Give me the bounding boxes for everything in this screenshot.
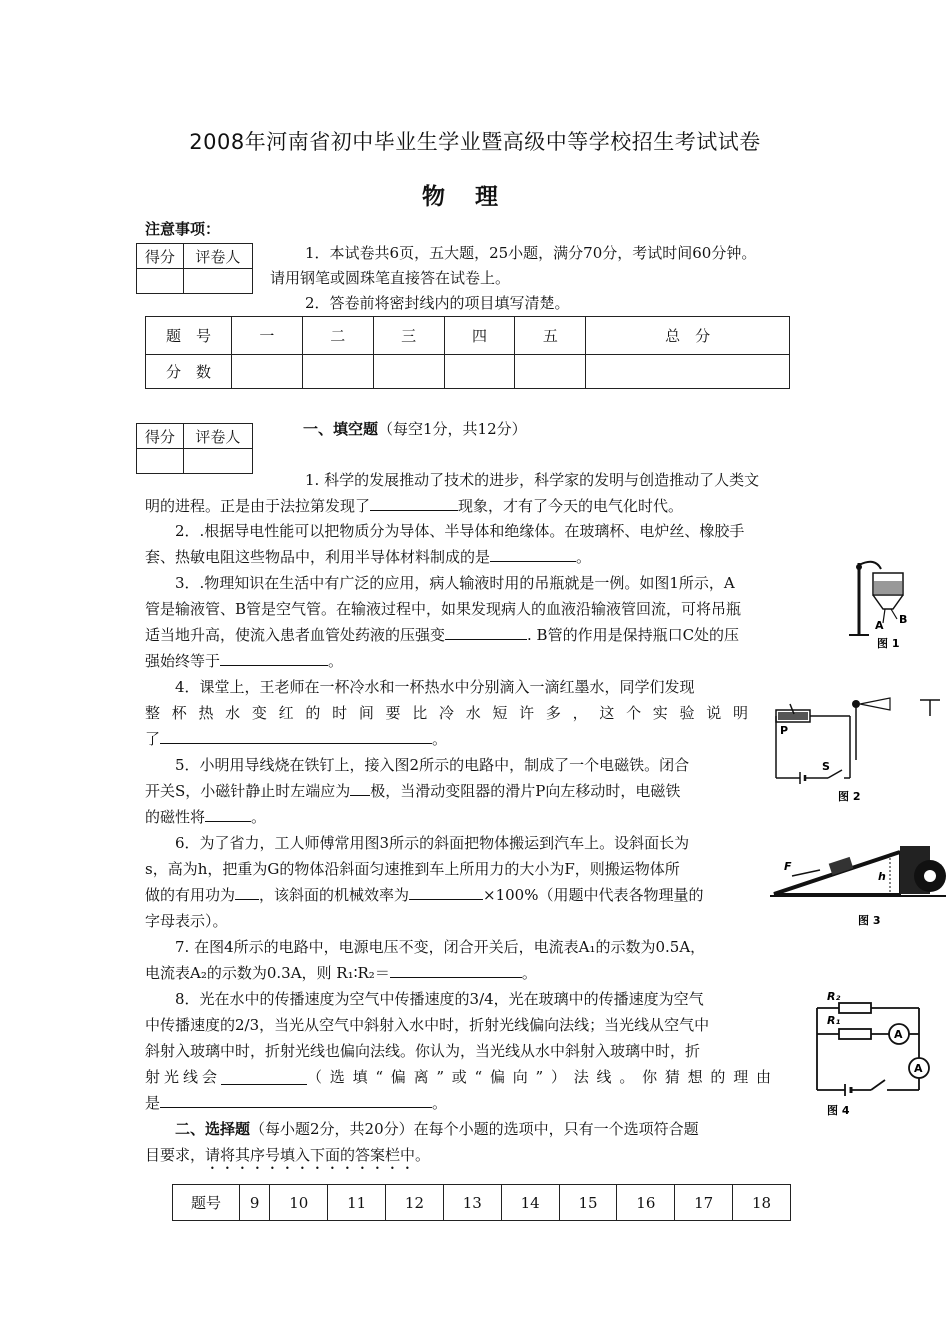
score-cell[interactable] bbox=[137, 449, 184, 474]
q6-text-end: ×100%（用题中代表各物理量的 bbox=[483, 886, 704, 904]
fig1-label-b: B bbox=[899, 613, 908, 626]
section1-note: （每空1分，共12分） bbox=[378, 420, 527, 438]
answer-table-num: 11 bbox=[328, 1185, 386, 1221]
q7-line2 bbox=[145, 960, 537, 986]
q6-line3 bbox=[145, 882, 703, 908]
score-label: 得分 bbox=[137, 244, 184, 269]
fig2-label-p: P bbox=[780, 724, 789, 737]
section2-title: 二、选择题 bbox=[175, 1120, 251, 1138]
q5-line2 bbox=[145, 778, 680, 804]
grader-label: 评卷人 bbox=[183, 424, 252, 449]
answer-table-num: 16 bbox=[617, 1185, 675, 1221]
q8-text-end: 。 bbox=[432, 1094, 448, 1112]
grader-box-2 bbox=[136, 423, 253, 474]
q2-line2 bbox=[145, 544, 591, 570]
q7-answer-blank[interactable] bbox=[390, 961, 522, 978]
section1-heading bbox=[303, 416, 527, 442]
q3-line4 bbox=[145, 648, 343, 674]
score-table-header-cell: 总 分 bbox=[586, 317, 790, 355]
q7-line1: 7. 在图4所示的电路中，电源电压不变，闭合开关后，电流表A₁的示数为0.5A， bbox=[175, 938, 706, 956]
q1-text: 明的进程。正是由于法拉第发现了 bbox=[145, 497, 371, 515]
fig3-caption: 图 3 bbox=[858, 914, 881, 927]
q5-text: 开关S，小磁针静止时左端应为 bbox=[145, 782, 351, 800]
exam-title: 2008年河南省初中毕业生学业暨高级中等学校招生考试试卷 bbox=[189, 130, 761, 154]
notice-2: 2．答卷前将密封线内的项目填写清楚。 bbox=[305, 294, 570, 312]
score-table-row-label: 分 数 bbox=[146, 355, 232, 389]
q8-answer-blank-1[interactable] bbox=[221, 1068, 307, 1085]
answer-table-num: 10 bbox=[270, 1185, 328, 1221]
q1-line2 bbox=[145, 493, 683, 519]
score-label: 得分 bbox=[137, 424, 184, 449]
figure-3 bbox=[770, 832, 948, 932]
subject-title: 物理 bbox=[422, 184, 528, 210]
q2-line1: 2．.根据导电性能可以把物质分为导体、半导体和绝缘体。在玻璃杯、电炉丝、橡胶手 bbox=[175, 522, 745, 540]
score-table-header-cell: 二 bbox=[302, 317, 373, 355]
section1-title: 一、填空题 bbox=[303, 420, 379, 438]
q2-text: 套、热敏电阻这些物品中，利用半导体材料制成的是 bbox=[145, 548, 491, 566]
q4-answer-blank[interactable] bbox=[160, 727, 432, 744]
q5-line1: 5．小明用导线烧在铁钉上，接入图2所示的电路中，制成了一个电磁铁。闭合 bbox=[175, 756, 690, 774]
section2-note: （每小题2分，共20分）在每个小题的选项中，只有一个选项符合题 bbox=[250, 1120, 699, 1138]
score-table-header-cell: 四 bbox=[444, 317, 515, 355]
q6-line2: s，高为h，把重为G的物体沿斜面匀速推到车上所用力的大小为F，则搬运物体所 bbox=[145, 860, 680, 878]
q7-text: 电流表A₂的示数为0.3A，则 R₁∶R₂＝ bbox=[145, 964, 390, 982]
q2-answer-blank[interactable] bbox=[490, 545, 576, 562]
grader-cell[interactable] bbox=[183, 269, 252, 294]
answer-table-num: 14 bbox=[501, 1185, 559, 1221]
q3-text-mid: . B管的作用是保持瓶口C处的压 bbox=[527, 626, 740, 644]
notice-heading: 注意事项： bbox=[145, 220, 221, 238]
q5-line3 bbox=[145, 804, 266, 830]
q2-text-end: 。 bbox=[576, 548, 592, 566]
q7-text-end: 。 bbox=[521, 964, 537, 982]
q6-line4: 字母表示）。 bbox=[145, 912, 228, 930]
q8-text: 射光线会 bbox=[145, 1068, 222, 1086]
fig2-caption: 图 2 bbox=[838, 790, 861, 803]
fig4-caption: 图 4 bbox=[827, 1104, 850, 1117]
q4-line3 bbox=[145, 726, 447, 752]
score-cell[interactable] bbox=[137, 269, 184, 294]
notice-1b: 请用钢笔或圆珠笔直接答在试卷上。 bbox=[270, 269, 511, 287]
section2-emphasis: 请将其序号填入下面的答案栏中 bbox=[205, 1146, 416, 1164]
fig4-ammeter-1-label: A bbox=[894, 1028, 903, 1041]
q5-answer-blank-1[interactable] bbox=[350, 779, 370, 796]
figure-2 bbox=[770, 690, 945, 805]
fig1-caption: 图 1 bbox=[877, 637, 900, 650]
q8-line2: 中传播速度的2/3，当光从空气中斜射入水中时，折射光线偏向法线；当光线从空气中 bbox=[145, 1016, 710, 1034]
fig3-label-f: F bbox=[784, 860, 792, 873]
q4-text: 了 bbox=[145, 730, 161, 748]
score-entry-cell[interactable] bbox=[373, 355, 444, 389]
answer-table-num: 9 bbox=[240, 1185, 270, 1221]
figure-1 bbox=[845, 555, 925, 650]
q3-line1: 3．.物理知识在生活中有广泛的应用，病人输液时用的吊瓶就是一例。如图1所示，A bbox=[175, 574, 735, 592]
fig4-label-r1: R₁ bbox=[827, 1014, 841, 1027]
answer-table-num: 15 bbox=[559, 1185, 617, 1221]
q8-line5 bbox=[145, 1090, 447, 1116]
q5-text-c: 的磁性将 bbox=[145, 808, 206, 826]
q4-line2: 整杯热水变红的时间要比冷水短许多，这个实验说明 bbox=[145, 704, 748, 722]
score-table bbox=[145, 316, 790, 389]
q6-text: 做的有用功为 bbox=[145, 886, 236, 904]
q8-line4 bbox=[145, 1064, 771, 1090]
score-table-header-cell: 题 号 bbox=[146, 317, 232, 355]
section2-text-end: 。 bbox=[415, 1146, 431, 1164]
section2-line1 bbox=[175, 1116, 699, 1142]
answer-table-header: 题号 bbox=[173, 1185, 240, 1221]
answer-table bbox=[172, 1184, 791, 1221]
fig1-label-a: A bbox=[875, 619, 884, 632]
answer-table-num: 18 bbox=[733, 1185, 791, 1221]
q1-text-end: 现象，才有了今天的电气化时代。 bbox=[458, 497, 684, 515]
q4-line1: 4．课堂上，王老师在一杯冷水和一杯热水中分别滴入一滴红墨水，同学们发现 bbox=[175, 678, 695, 696]
q3-answer-blank-2[interactable] bbox=[220, 649, 328, 666]
q6-text-mid: ，该斜面的机械效率为 bbox=[259, 886, 410, 904]
q8-text-e: 是 bbox=[145, 1094, 161, 1112]
q5-answer-blank-2[interactable] bbox=[205, 805, 251, 822]
q8-line3: 斜射入玻璃中时，折射光线也偏向法线。你认为，当光线从水中斜射入玻璃中时，折 bbox=[145, 1042, 701, 1060]
q3-text: 适当地升高，使流入患者血管处药液的压强变 bbox=[145, 626, 446, 644]
q1-answer-blank[interactable] bbox=[370, 494, 458, 511]
section2-line2 bbox=[145, 1142, 430, 1173]
q3-text-end: 。 bbox=[328, 652, 344, 670]
q3-text-d: 强始终等于 bbox=[145, 652, 221, 670]
score-table-header-cell: 一 bbox=[232, 317, 303, 355]
score-entry-cell[interactable] bbox=[586, 355, 790, 389]
q8-text-mid: （选填“偏离”或“偏向”）法线。你猜想的理由 bbox=[307, 1068, 771, 1086]
fig2-label-s: S bbox=[822, 760, 830, 773]
q3-line2: 管是输液管、B管是空气管。在输液过程中，如果发现病人的血液沿输液管回流，可将吊瓶 bbox=[145, 600, 742, 618]
score-entry-cell[interactable] bbox=[515, 355, 586, 389]
notice-1a: 1．本试卷共6页，五大题，25小题，满分70分，考试时间60分钟。 bbox=[305, 244, 757, 262]
q4-text-end: 。 bbox=[432, 730, 448, 748]
fig4-label-r2: R₂ bbox=[827, 990, 841, 1003]
q6-answer-blank-2[interactable] bbox=[409, 883, 483, 900]
grader-box-1 bbox=[136, 243, 253, 294]
grader-label: 评卷人 bbox=[183, 244, 252, 269]
figure-4 bbox=[805, 988, 947, 1120]
answer-table-num: 13 bbox=[443, 1185, 501, 1221]
q8-line1: 8．光在水中的传播速度为空气中传播速度的3/4，光在玻璃中的传播速度为空气 bbox=[175, 990, 704, 1008]
score-table-header-cell: 三 bbox=[373, 317, 444, 355]
fig4-ammeter-2-label: A bbox=[914, 1062, 923, 1075]
q6-line1: 6．为了省力，工人师傅常用图3所示的斜面把物体搬运到汽车上。设斜面长为 bbox=[175, 834, 690, 852]
q5-text-mid: 极，当滑动变阻器的滑片P向左移动时，电磁铁 bbox=[370, 782, 681, 800]
q1-line1: 1. 科学的发展推动了技术的进步，科学家的发明与创造推动了人类文 bbox=[305, 471, 760, 489]
q8-answer-blank-2[interactable] bbox=[160, 1091, 432, 1108]
q5-text-end: 。 bbox=[251, 808, 267, 826]
answer-table-num: 12 bbox=[386, 1185, 444, 1221]
answer-table-num: 17 bbox=[675, 1185, 733, 1221]
score-entry-cell[interactable] bbox=[232, 355, 303, 389]
score-entry-cell[interactable] bbox=[444, 355, 515, 389]
q6-answer-blank-1[interactable] bbox=[235, 883, 259, 900]
score-table-header-cell: 五 bbox=[515, 317, 586, 355]
grader-cell[interactable] bbox=[183, 449, 252, 474]
q3-answer-blank-1[interactable] bbox=[445, 623, 527, 640]
section2-text: 目要求， bbox=[145, 1146, 206, 1164]
score-entry-cell[interactable] bbox=[302, 355, 373, 389]
fig3-label-h: h bbox=[878, 870, 886, 883]
q3-line3 bbox=[145, 622, 739, 648]
